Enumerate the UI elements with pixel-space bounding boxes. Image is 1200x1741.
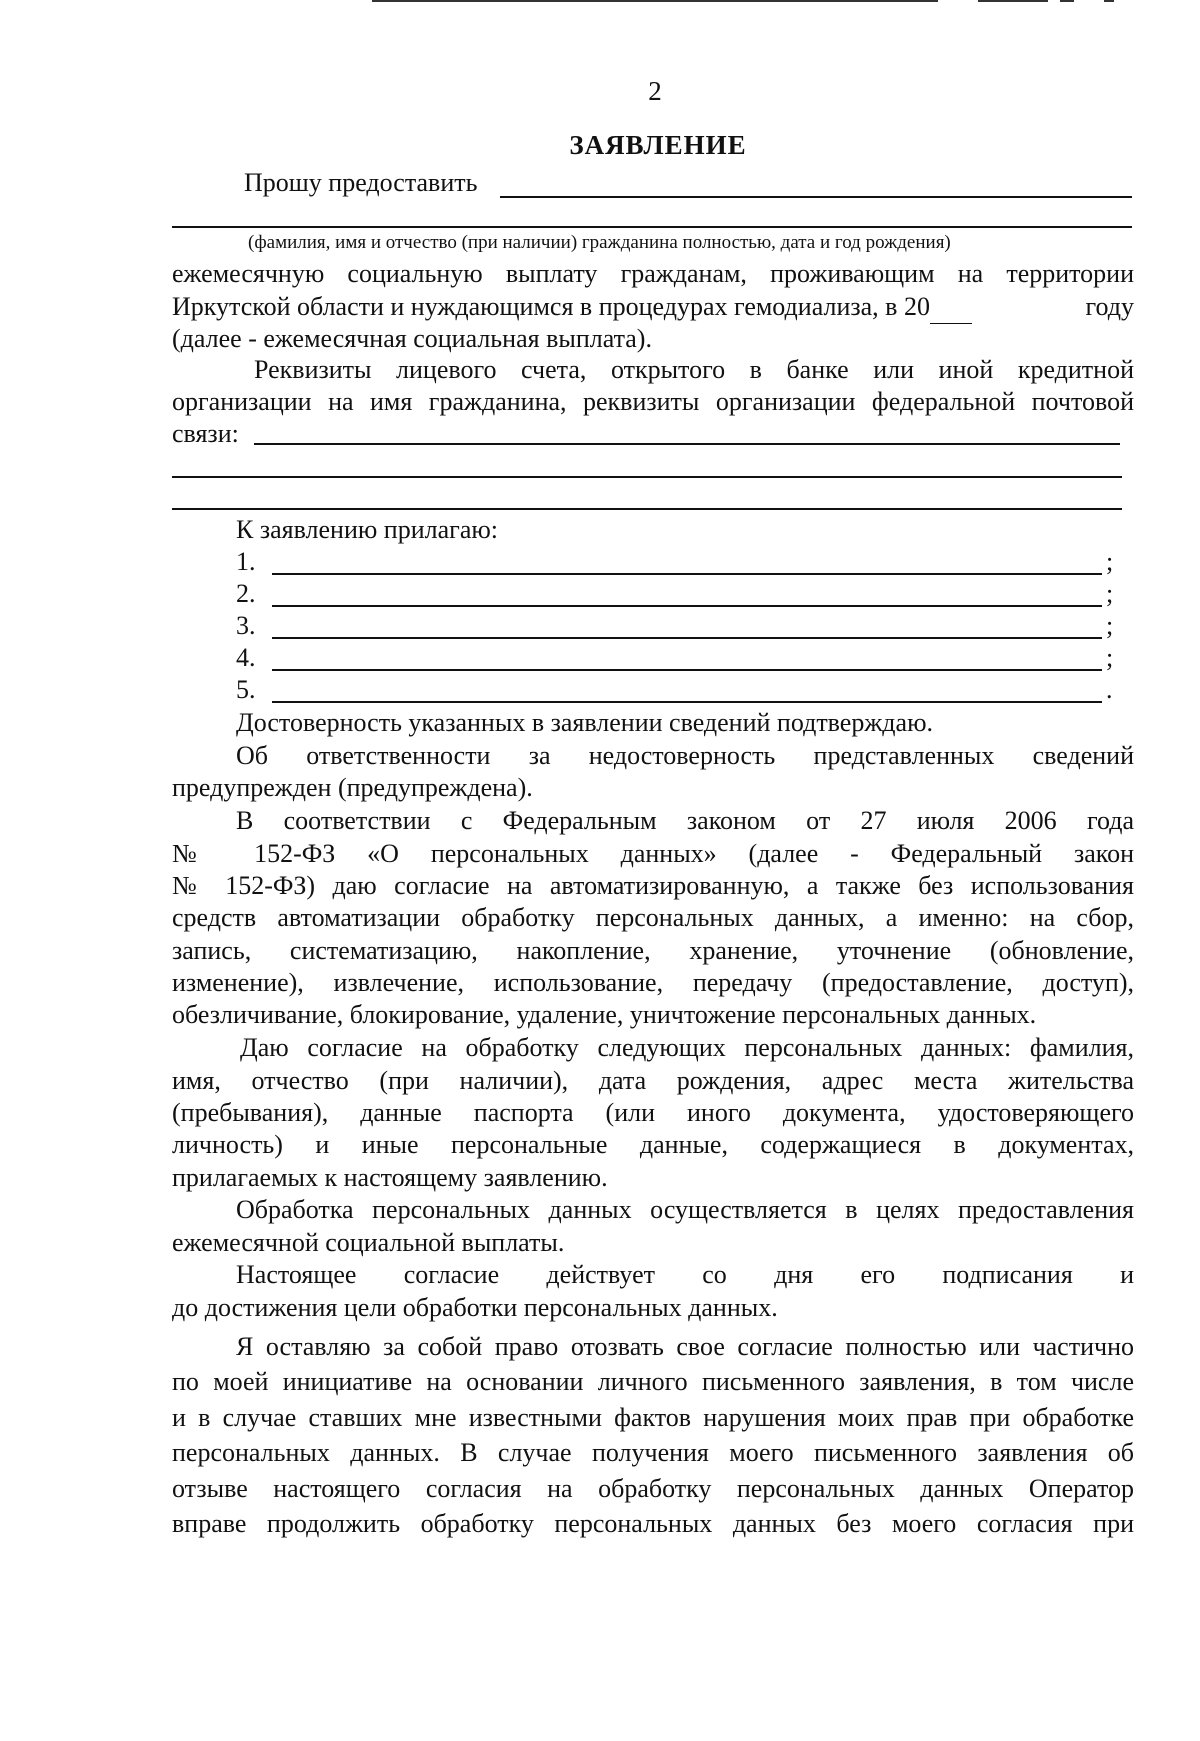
paragraph-line: средств автоматизации обработку персональных данных, а именно: на сбор, xyxy=(172,903,1134,932)
paragraph-line: ежемесячной социальной выплаты. xyxy=(172,1228,565,1257)
requisites-blank-line xyxy=(172,508,1122,510)
year-blank xyxy=(930,290,972,324)
document-title: ЗАЯВЛЕНИЕ xyxy=(569,130,747,160)
applicant-blank-line xyxy=(500,196,1132,198)
applicant-caption: (фамилия, имя и отчество (при наличии) гражданина полностью, дата и год рождения) xyxy=(248,232,951,253)
attachment-blank-line xyxy=(272,637,1102,639)
paragraph-line: вправе продолжить обработку персональных данных без моего согласия при xyxy=(172,1509,1134,1538)
attachment-number: 4. xyxy=(236,643,256,672)
paragraph-line: по моей инициативе на основании личного письменного заявления, в том числе xyxy=(172,1367,1134,1396)
top-border-line xyxy=(372,0,938,2)
paragraph-line: Даю согласие на обработку следующих персональных данных: фамилия, xyxy=(240,1033,1134,1062)
top-border-line xyxy=(978,0,1048,2)
paragraph-line: (пребывания), данные паспорта (или иного документа, удостоверяющего xyxy=(172,1098,1134,1127)
attachment-end: ; xyxy=(1106,611,1114,640)
attachment-blank-line xyxy=(272,573,1102,575)
attachment-number: 5. xyxy=(236,675,256,704)
request-text: году xyxy=(1085,292,1134,321)
page-number: 2 xyxy=(648,76,662,106)
paragraph-line: Достоверность указанных в заявлении сведений подтверждаю. xyxy=(236,708,933,737)
attachment-number: 2. xyxy=(236,579,256,608)
attachment-end: ; xyxy=(1106,579,1114,608)
request-text: Иркутской области и нуждающимся в процедурах гемодиализа, в 20 xyxy=(172,292,930,321)
requisites-blank-line xyxy=(172,476,1122,478)
paragraph-line: запись, систематизацию, накопление, хранение, уточнение (обновление, xyxy=(172,936,1134,965)
paragraph-line: имя, отчество (при наличии), дата рождения, адрес места жительства xyxy=(172,1066,1134,1095)
paragraph-line: организации на имя гражданина, реквизиты организации федеральной почтовой xyxy=(172,387,1134,416)
top-border-line xyxy=(1104,0,1114,2)
attachments-heading: К заявлению прилагаю: xyxy=(236,515,499,544)
paragraph-line: Я оставляю за собой право отозвать свое согласие полностью или частично xyxy=(236,1332,1134,1361)
paragraph-line: отзыве настоящего согласия на обработку персональных данных Оператор xyxy=(172,1474,1134,1503)
paragraph-line xyxy=(172,290,1134,324)
paragraph-line: В соответствии с Федеральным законом от 27 июля 2006 года xyxy=(236,806,1134,835)
paragraph-line: Настоящее согласие действует со дня его подписания и xyxy=(236,1260,1134,1289)
paragraph-line: и в случае ставших мне известными фактов нарушения моих прав при обработке xyxy=(172,1403,1134,1432)
attachment-number: 3. xyxy=(236,611,256,640)
attachment-number: 1. xyxy=(236,547,256,576)
request-prefix: Прошу предоставить xyxy=(244,168,478,197)
top-border-line xyxy=(1060,0,1074,2)
applicant-blank-line xyxy=(172,226,1132,228)
paragraph-line: прилагаемых к настоящему заявлению. xyxy=(172,1163,608,1192)
requisites-blank-line xyxy=(254,443,1120,445)
paragraph-line: обезличивание, блокирование, удаление, уничтожение персональных данных. xyxy=(172,1000,1037,1029)
paragraph-line: связи: xyxy=(172,419,239,448)
paragraph-line: персональных данных. В случае получения моего письменного заявления об xyxy=(172,1438,1134,1467)
paragraph-line: № 152-ФЗ) даю согласие на автоматизированную, а также без использования xyxy=(172,871,1134,900)
attachment-end: ; xyxy=(1106,547,1114,576)
paragraph-line: Обработка персональных данных осуществляется в целях предоставления xyxy=(236,1195,1134,1224)
attachment-blank-line xyxy=(272,701,1102,703)
paragraph-line: личность) и иные персональные данные, содержащиеся в документах, xyxy=(172,1130,1134,1159)
attachment-blank-line xyxy=(272,605,1102,607)
attachment-end: ; xyxy=(1106,643,1114,672)
paragraph-line: ежемесячную социальную выплату гражданам, проживающим на территории xyxy=(172,259,1134,288)
attachment-item xyxy=(236,641,256,674)
paragraph-line: до достижения цели обработки персональных данных. xyxy=(172,1293,778,1322)
paragraph-line: Реквизиты лицевого счета, открытого в банке или иной кредитной xyxy=(254,355,1134,384)
attachment-item xyxy=(236,545,256,578)
attachment-item xyxy=(236,609,256,642)
attachment-item xyxy=(236,577,256,610)
attachment-end: . xyxy=(1106,675,1113,704)
paragraph-line: (далее - ежемесячная социальная выплата). xyxy=(172,324,652,353)
paragraph-line: предупрежден (предупреждена). xyxy=(172,773,533,802)
paragraph-line: Об ответственности за недостоверность представленных сведений xyxy=(236,741,1134,770)
paragraph-line: № 152-ФЗ «О персональных данных» (далее - Федеральный закон xyxy=(172,839,1134,868)
paragraph-line: изменение), извлечение, использование, передачу (предоставление, доступ), xyxy=(172,968,1134,997)
attachment-blank-line xyxy=(272,669,1102,671)
attachment-item xyxy=(236,673,256,706)
